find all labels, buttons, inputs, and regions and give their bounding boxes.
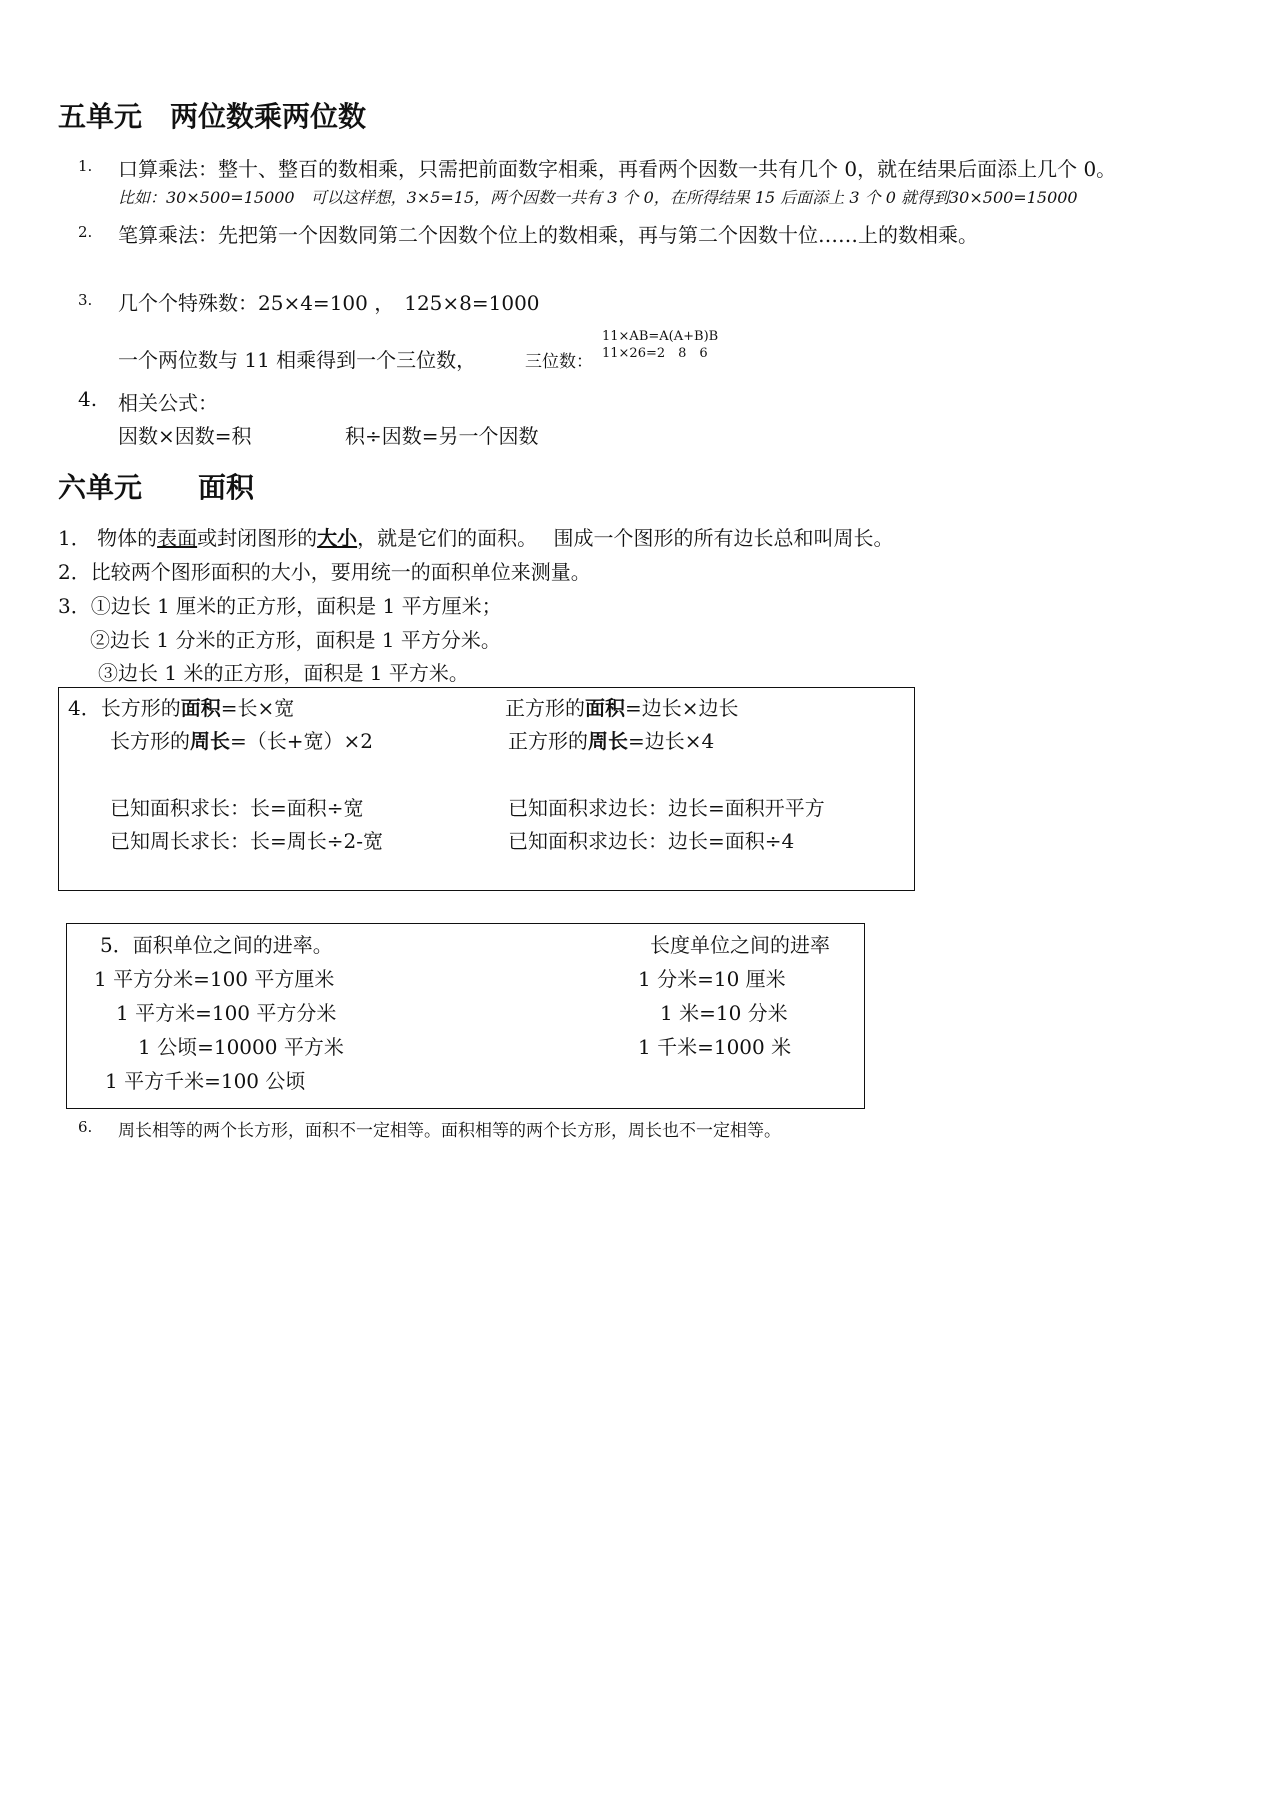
item3-label: 三位数： xyxy=(525,352,593,372)
unit5-title: 五单元 两位数乘两位数 xyxy=(58,100,367,133)
unit6-para-3c: ③边长 1 米的正方形，面积是 1 平方米。 xyxy=(98,661,469,685)
item4-text: 相关公式： xyxy=(118,391,218,415)
box5-area-rate-1: 1 平方分米=100 平方厘米 xyxy=(94,967,335,991)
item1-number: 1. xyxy=(78,157,93,175)
item2-number: 2. xyxy=(78,223,93,241)
box4-r1l-bold: 面积 xyxy=(180,696,221,720)
item3-subtext: 一个两位数与 11 相乘得到一个三位数， xyxy=(118,348,477,372)
item1-example: 比如：30×500=15000 可以这样想，3×5=15，两个因数一共有 3 个 0，在所得结果 15 后面添上 3 个 0 就得到30×500=15000 xyxy=(118,188,1078,207)
box4-r1l-pre: 4．长方形的 xyxy=(68,696,181,720)
box4-find-length-by-perimeter: 已知周长求长：长=周长÷2-宽 xyxy=(110,829,383,853)
item6-text: 周长相等的两个长方形，面积不一定相等。面积相等的两个长方形，周长也不一定相等。 xyxy=(118,1121,781,1141)
box4-r2l-post: =（长+宽）×2 xyxy=(230,729,373,753)
unit6-para-2: 2．比较两个图形面积的大小，要用统一的面积单位来测量。 xyxy=(58,560,591,584)
box4-r2r-bold: 周长 xyxy=(588,729,628,753)
para1-post: ，就是它们的面积。 围成一个图形的所有边长总和叫周长。 xyxy=(357,526,894,550)
box4-rect-perimeter xyxy=(110,725,373,754)
box5-length-rate-2: 1 米=10 分米 xyxy=(660,1001,788,1025)
para1-underline-surface: 表面 xyxy=(157,526,198,550)
para1-pre: 1． 物体的 xyxy=(58,526,158,550)
item4-formula-product: 因数×因数=积 xyxy=(118,424,252,448)
item3-formula-example: 11×26=2 8 6 xyxy=(602,346,708,361)
unit6-para-1 xyxy=(58,522,893,551)
box4-r1r-post: =边长×边长 xyxy=(625,696,739,720)
box4-rect-area xyxy=(68,692,294,721)
box4-find-length-by-area: 已知面积求长：长=面积÷宽 xyxy=(110,796,364,820)
item1-text: 口算乘法：整十、整百的数相乘，只需把前面数字相乘，再看两个因数一共有几个 0，就在结果后面添上几个 0。 xyxy=(118,157,1117,181)
item3-formula-general: 11×AB=A(A+B)B xyxy=(602,329,719,344)
box4-find-side-by-area: 已知面积求边长：边长=面积开平方 xyxy=(508,796,825,820)
box4-r2l-bold: 周长 xyxy=(190,729,230,753)
box4-find-side-formula: 已知面积求边长：边长=面积÷4 xyxy=(508,829,795,853)
box5-area-title: 5．面积单位之间的进率。 xyxy=(100,933,333,957)
box5-area-rate-4: 1 平方千米=100 公顷 xyxy=(105,1069,306,1093)
item4-number: 4. xyxy=(78,387,98,411)
unit6-title: 六单元 面积 xyxy=(58,471,255,504)
unit6-para-3a: 3．①边长 1 厘米的正方形，面积是 1 平方厘米； xyxy=(58,594,502,618)
box4-r1r-bold: 面积 xyxy=(585,696,625,720)
para1-underline-size: 大小 xyxy=(317,526,358,550)
box5-length-rate-3: 1 千米=1000 米 xyxy=(638,1035,792,1059)
box4-r2r-pre: 正方形的 xyxy=(508,729,588,753)
para1-mid: 或封闭图形的 xyxy=(197,526,318,550)
box4-r2l-pre: 长方形的 xyxy=(110,729,190,753)
box4-square-area xyxy=(505,692,739,721)
box5-area-rate-2: 1 平方米=100 平方分米 xyxy=(116,1001,337,1025)
box4-r1l-post: =长×宽 xyxy=(220,696,295,720)
item3-number: 3. xyxy=(78,291,93,309)
item3-text: 几个个特殊数：25×4=100 ， 125×8=1000 xyxy=(118,291,540,315)
item6-number: 6. xyxy=(78,1118,93,1136)
unit6-para-3b: ②边长 1 分米的正方形，面积是 1 平方分米。 xyxy=(90,628,501,652)
item2-text: 笔算乘法：先把第一个因数同第二个因数个位上的数相乘，再与第二个因数十位……上的数相乘。 xyxy=(118,223,978,247)
item4-formula-quotient: 积÷因数=另一个因数 xyxy=(345,424,539,448)
box4-square-perimeter xyxy=(508,725,714,754)
box4-r2r-post: =边长×4 xyxy=(628,729,715,753)
box5-area-rate-3: 1 公顷=10000 平方米 xyxy=(138,1035,344,1059)
box5-length-rate-1: 1 分米=10 厘米 xyxy=(638,967,786,991)
box5-length-title: 长度单位之间的进率 xyxy=(650,933,830,957)
box4-r1r-pre: 正方形的 xyxy=(505,696,585,720)
